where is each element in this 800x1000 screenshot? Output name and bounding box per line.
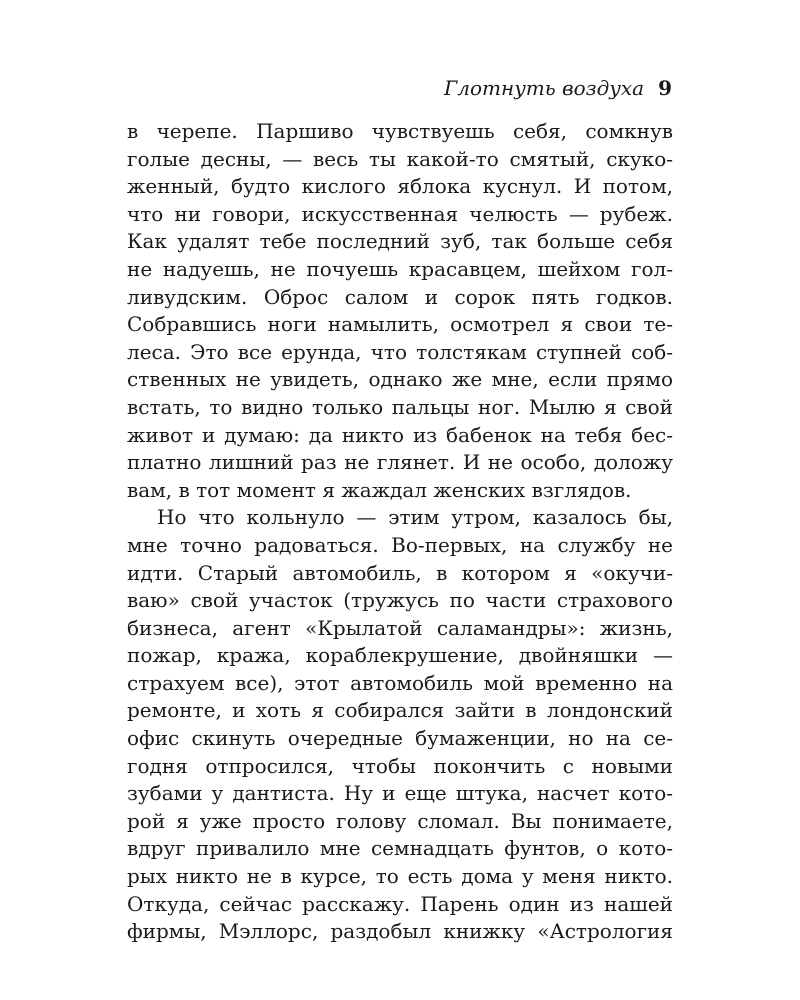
- text-line: голые десны, — весь ты какой-то смятый, скуко-: [127, 146, 673, 171]
- text-line: ремонте, и хоть я собирался зайти в лондонский: [127, 698, 673, 723]
- page-number: 9: [658, 76, 672, 100]
- text-line: леса. Это все ерунда, что толстякам ступней соб-: [127, 339, 673, 364]
- text-line: идти. Старый автомобиль, в котором я «окучи-: [127, 560, 673, 585]
- text-line: Как удалят тебе последний зуб, так больше себя: [127, 229, 673, 254]
- running-title: Глотнуть воздуха: [444, 76, 645, 100]
- text-line: Откуда, сейчас расскажу. Парень один из нашей: [127, 891, 673, 916]
- running-header: [444, 74, 672, 102]
- text-line: что ни говори, искусственная челюсть — рубеж.: [127, 201, 673, 226]
- text-line: ваю» свой участок (тружусь по части страхового: [127, 588, 673, 613]
- text-line: годня отпросился, чтобы покончить с новыми: [127, 753, 673, 778]
- text-line: зубами у дантиста. Ну и еще штука, насчет кото-: [127, 781, 673, 806]
- text-line: ственных не увидеть, однако же мне, если прямо: [127, 367, 673, 392]
- text-line: вам, в тот момент я жаждал женских взглядов.: [127, 477, 632, 502]
- text-line: вдруг привалило мне семнадцать фунтов, о кото-: [127, 836, 673, 861]
- text-line: Собравшись ноги намылить, осмотрел я свои те-: [127, 312, 673, 337]
- text-line: в черепе. Паршиво чувствуешь себя, сомкнув: [127, 119, 673, 143]
- text-line: бизнеса, агент «Крылатой саламандры»: жизнь,: [127, 615, 673, 640]
- paragraph-first-line: [127, 504, 673, 532]
- text-line: офис скинуть очередные бумаженции, но на се-: [127, 726, 673, 751]
- text-line: пожар, кража, кораблекрушение, двойняшки —: [127, 643, 673, 668]
- text-line: не надуешь, не почуешь красавцем, шейхом гол-: [127, 256, 673, 281]
- text-line: ливудским. Оброс салом и сорок пять годков.: [127, 284, 673, 309]
- text-line: женный, будто кислого яблока куснул. И потом,: [127, 174, 673, 199]
- text-line: рых никто не в курсе, то есть дома у меня никто.: [127, 864, 673, 889]
- text-line: страхуем все), этот автомобиль мой временно на: [127, 670, 673, 695]
- text-line: мне точно радоваться. Во-первых, на службу не: [127, 532, 673, 557]
- text-line: фирмы, Мэллорс, раздобыл книжку «Астрология: [127, 919, 673, 944]
- body-text: [127, 118, 673, 946]
- text-line: Но что кольнуло — этим утром, казалось бы,: [157, 505, 673, 530]
- text-line: живот и думаю: да никто из бабенок на тебя бес-: [127, 422, 673, 447]
- text-line: платно лишний раз не глянет. И не особо, доложу: [127, 450, 673, 475]
- text-line: встать, то видно только пальцы ног. Мылю я свой: [127, 394, 673, 419]
- text-line: рой я уже просто голову сломал. Вы понимаете,: [127, 808, 673, 833]
